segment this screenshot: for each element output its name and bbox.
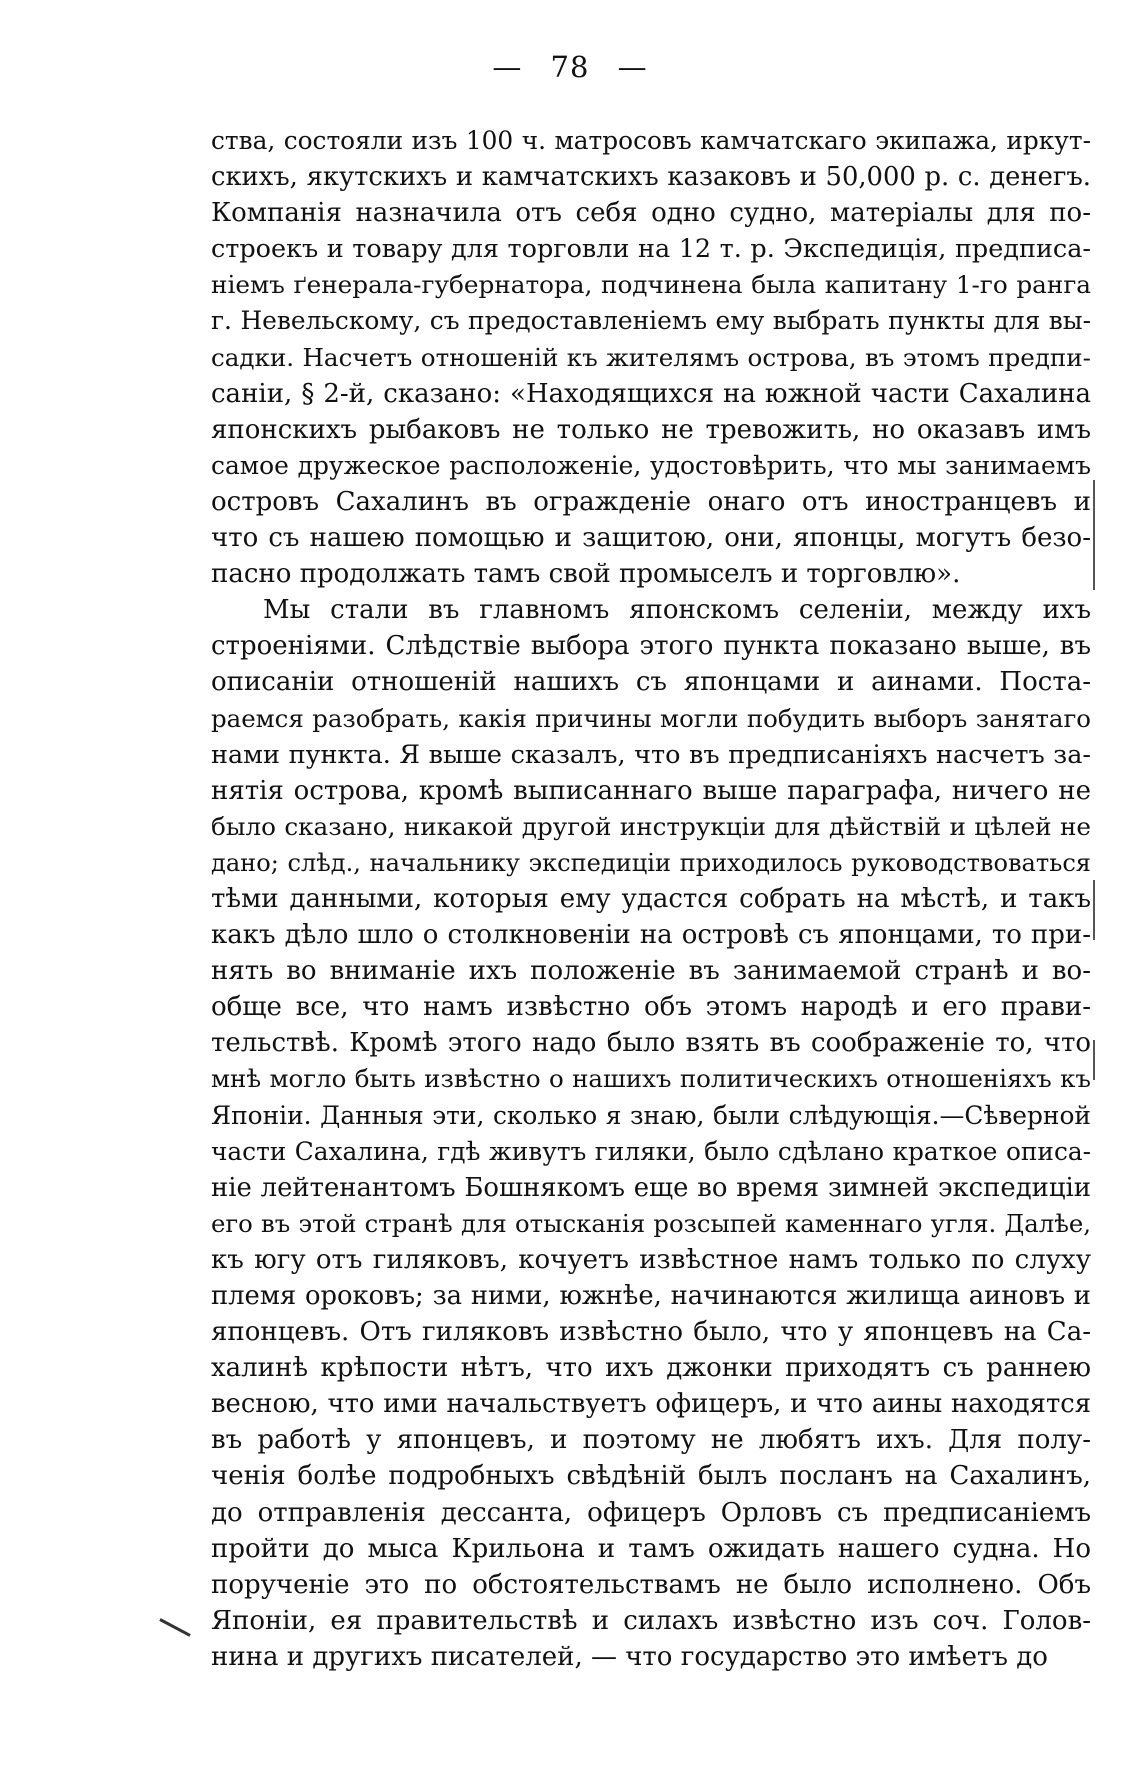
text-line: порученіе это по обстоятельствамъ не было исполнено. Объ — [211, 1569, 1091, 1600]
text-line: самое дружеское расположеніе, удостовѣрить, что мы занимаемъ — [211, 450, 1091, 480]
paragraph — [211, 592, 1091, 1675]
text-line: нятія острова, кромѣ выписаннаго выше параграфа, ничего не — [211, 775, 1091, 806]
text-line: до отправленія дессанта, офицеръ Орловъ съ предписаніемъ — [211, 1497, 1091, 1528]
text-line: части Сахалина, гдѣ живутъ гиляки, было сдѣлано краткое описа- — [211, 1136, 1091, 1166]
text-line: тельствѣ. Кромѣ этого надо было взять въ соображеніе то, что — [211, 1028, 1091, 1059]
text-line: къ югу отъ гиляковъ, кочуетъ извѣстное намъ только по слуху — [211, 1244, 1091, 1275]
text-line: нина и другихъ писателей, — что государство это имѣетъ до — [211, 1641, 1048, 1672]
text-line: нять во вниманіе ихъ положеніе въ занимаемой странѣ и во- — [211, 956, 1091, 987]
text-line: садки. Насчетъ отношеній къ жителямъ острова, въ этомъ предпи- — [211, 342, 1091, 372]
text-line: пасно продолжать тамъ свой промыселъ и торговлю». — [211, 559, 961, 590]
page-number-dash-right: — — [617, 50, 648, 84]
text-line: пройти до мыса Крильона и тамъ ожидать нашего судна. Но — [211, 1533, 1091, 1564]
text-line: какъ дѣло шло о столкновеніи на островѣ съ японцами, то при- — [211, 920, 1091, 951]
margin-mark — [1093, 880, 1095, 940]
text-line: племя ороковъ; за ними, южнѣе, начинаются жилища аиновъ и — [211, 1281, 1091, 1311]
text-line: было сказано, никакой другой инструкціи для дѣйствій и цѣлей не — [211, 811, 1091, 841]
text-line: японскихъ рыбаковъ не только не тревожить, но оказавъ имъ — [211, 414, 1091, 445]
text-line: ніемъ ґенерала-губернатора, подчинена была капитану 1-го ранга — [211, 270, 1091, 300]
page-number: 78 — [550, 50, 590, 84]
text-line: Мы стали въ главномъ японскомъ селеніи, между ихъ — [263, 595, 1091, 626]
text-line: тѣми данными, которыя ему удастся собрать на мѣстѣ, и такъ — [211, 883, 1091, 914]
text-line: весною, что ими начальствуетъ офицеръ, и что аины находятся — [211, 1389, 1091, 1420]
text-line: ніе лейтенантомъ Бошнякомъ еще во время зимней экспедиціи — [211, 1172, 1091, 1203]
text-line: что съ нашею помощью и защитою, они, японцы, могутъ безо- — [211, 523, 1091, 554]
text-line: Японіи, ея правительствѣ и силахъ извѣстно изъ соч. Голов- — [211, 1605, 1091, 1636]
text-line: строеніями. Слѣдствіе выбора этого пункта показано выше, въ — [211, 631, 1091, 662]
text-line: скихъ, якутскихъ и камчатскихъ казаковъ и 50,000 р. с. денегъ. — [211, 162, 1091, 193]
text-line: строекъ и товару для торговли на 12 т. р. Экспедиція, предписа- — [211, 234, 1091, 265]
text-line: раемся разобрать, какія причины могли побудить выборъ занятаго — [211, 703, 1091, 733]
paragraph — [211, 123, 1091, 592]
text-line: въ работѣ у японцевъ, и поэтому не любятъ ихъ. Для полу- — [211, 1425, 1091, 1456]
text-line: г. Невельскому, съ предоставленіемъ ему выбрать пункты для вы- — [211, 306, 1091, 336]
text-line: дано; слѣд., начальнику экспедиціи приходилось руководствоваться — [211, 848, 1091, 877]
text-line: описаніи отношеній нашихъ съ японцами и аинами. Поста- — [211, 667, 1091, 698]
text-line: ченія болѣе подробныхъ свѣдѣній былъ посланъ на Сахалинъ, — [211, 1461, 1091, 1492]
text-line: его въ этой странѣ для отысканія розсыпей каменнаго угля. Далѣе, — [211, 1208, 1091, 1238]
text-line: мнѣ могло быть извѣстно о нашихъ политическихъ отношеніяхъ къ — [211, 1064, 1091, 1094]
text-line: саніи, § 2-й, сказано: «Находящихся на южной части Сахалина — [211, 378, 1091, 409]
text-line: ства, состояли изъ 100 ч. матросовъ камчатскаго экипажа, иркут- — [211, 126, 1091, 155]
text-line: нами пункта. Я выше сказалъ, что въ предписаніяхъ насчетъ за- — [211, 739, 1091, 770]
text-line: Японіи. Данныя эти, сколько я знаю, были слѣдующія.—Сѣверной — [211, 1100, 1091, 1130]
text-line: Компанія назначила отъ себя одно судно, матеріалы для по- — [211, 198, 1091, 229]
page-number-header — [0, 50, 1140, 84]
text-line: японцевъ. Отъ гиляковъ извѣстно было, что у японцевъ на Са- — [211, 1317, 1091, 1348]
body-text — [211, 123, 1091, 1675]
page-number-dash-left: — — [492, 50, 523, 84]
margin-mark — [1093, 1040, 1095, 1080]
text-line: халинѣ крѣпости нѣтъ, что ихъ джонки приходятъ съ раннею — [211, 1353, 1091, 1384]
margin-mark — [1093, 480, 1095, 590]
text-line: островъ Сахалинъ въ огражденіе онаго отъ иностранцевъ и — [211, 486, 1091, 517]
ink-scratch — [159, 1618, 190, 1637]
text-line: обще все, что намъ извѣстно объ этомъ народѣ и его прави- — [211, 992, 1091, 1023]
